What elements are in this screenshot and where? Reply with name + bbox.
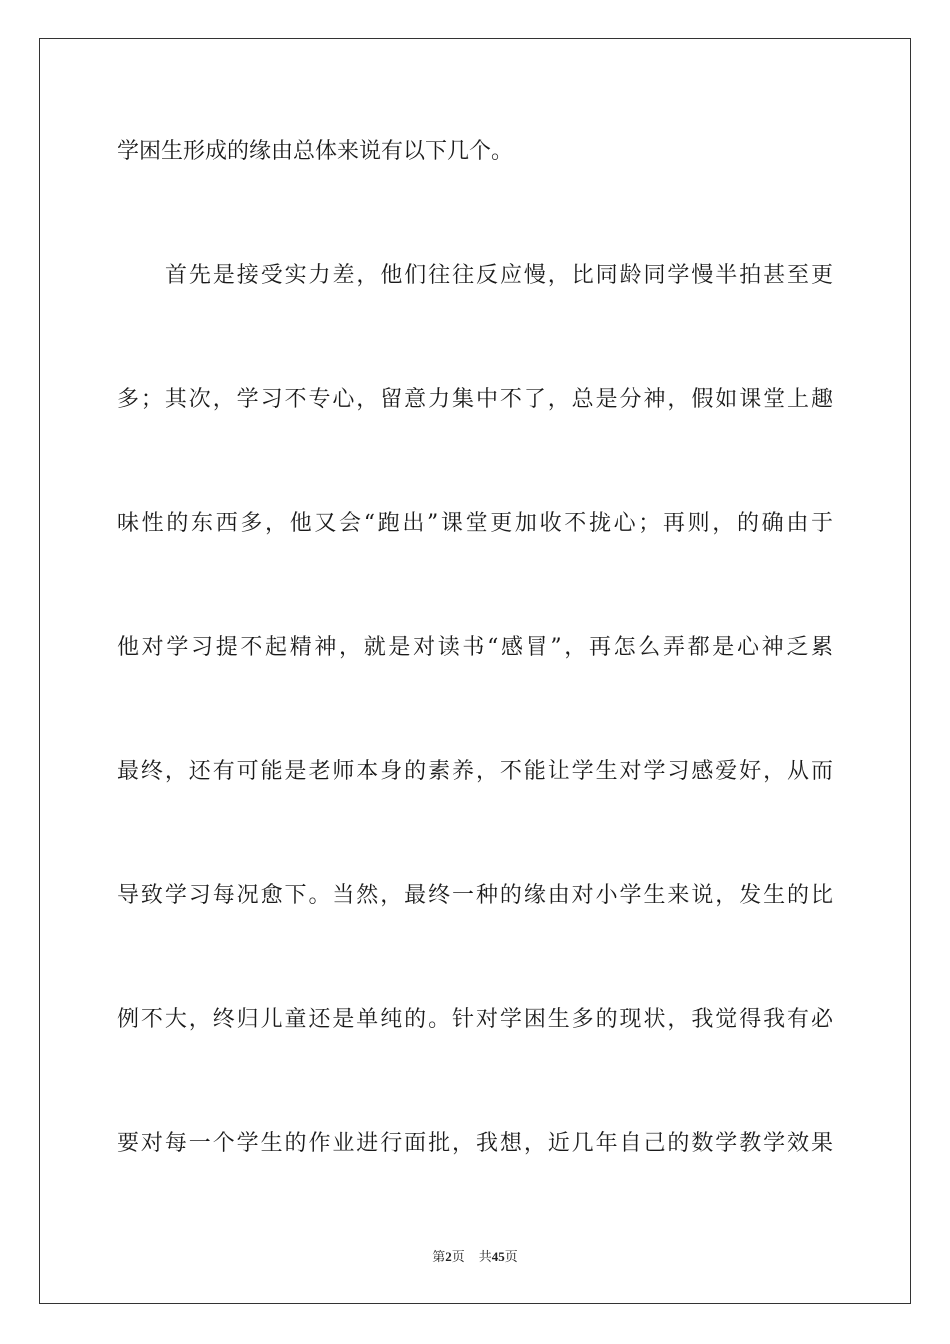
page-footer: [0, 1248, 950, 1267]
total-prefix: 共: [478, 1250, 492, 1265]
text-line-1: 学困生形成的缘由总体来说有以下几个。: [117, 139, 514, 164]
text-line-6: 最终，还有可能是老师本身的素养，不能让学生对学习感爱好，从而: [117, 759, 833, 784]
text-line-3: 多；其次，学习不专心，留意力集中不了，总是分神，假如课堂上趣: [117, 387, 833, 412]
page-border: [39, 38, 911, 1304]
page-number: 2: [445, 1249, 452, 1264]
text-line-2: 首先是接受实力差，他们往往反应慢，比同龄同学慢半拍甚至更: [165, 263, 833, 288]
page-prefix: 第: [432, 1250, 446, 1265]
text-line-7: 导致学习每况愈下。当然，最终一种的缘由对小学生来说，发生的比: [117, 883, 833, 908]
text-line-8: 例不大，终归儿童还是单纯的。针对学困生多的现状，我觉得我有必: [117, 1007, 833, 1032]
text-line-5: 他对学习提不起精神，就是对读书“感冒”，再怎么弄都是心神乏累: [117, 635, 833, 660]
total-pages: 45: [491, 1249, 505, 1264]
page-suffix: 页: [451, 1250, 465, 1265]
text-line-4: 味性的东西多，他又会“跑出”课堂更加收不拢心；再则，的确由于: [117, 511, 833, 536]
text-line-9: 要对每一个学生的作业进行面批，我想，近几年自己的数学教学效果: [117, 1131, 833, 1156]
total-suffix: 页: [504, 1250, 518, 1265]
